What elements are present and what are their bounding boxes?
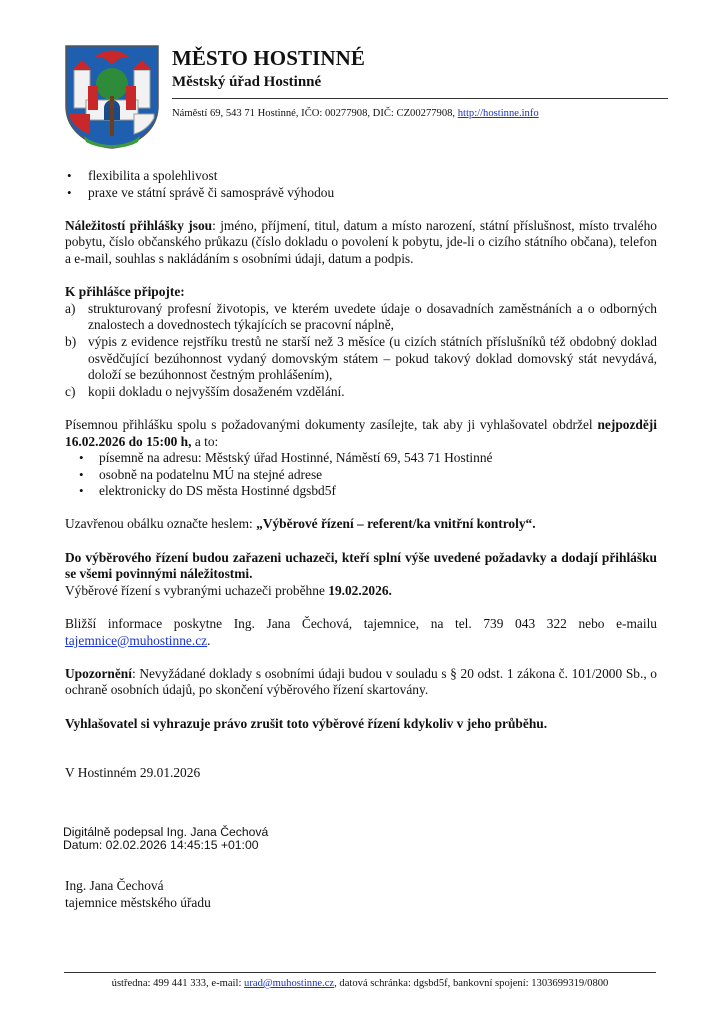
list-item: a) strukturovaný profesní životopis, ve kterém uvedete údaje o dosavadních zaměstnáních a o odborných znalostech a dovednostech týkajících se pracovní náplně, [65, 300, 657, 333]
inclusion-paragraph: Do výběrového řízení budou zařazeni uchazeči, kteří splní výše uvedené požadavky a dodají přihlášku se všemi povinnými náležitostmi. [65, 549, 657, 582]
reservation-paragraph: Vyhlašovatel si vyhrazuje právo zrušit toto výběrové řízení kdykoliv v jeho průběhu. [65, 715, 548, 731]
submission-methods-list [65, 450, 657, 500]
header-address [172, 108, 539, 119]
place-date: V Hostinném 29.01.2026 [65, 765, 201, 781]
list-item: • praxe ve státní správě či samosprávě výhodou [65, 185, 657, 202]
attachments-list [65, 301, 657, 401]
notice-label: Upozornění [65, 665, 132, 681]
office-subtitle: Městský úřad Hostinné [172, 74, 322, 90]
deadline: nejpozději 16.02.2026 do 15:00 h, [65, 416, 657, 449]
requirements-list [65, 168, 657, 201]
page-title: MĚSTO HOSTINNÉ [172, 46, 365, 70]
interview-paragraph: Výběrové řízení s vybranými uchazeči proběhne 19.02.2026. [65, 582, 392, 598]
list-item: • písemně na adresu: Městský úřad Hostinné, Náměstí 69, 543 71 Hostinné [65, 450, 657, 467]
digital-signature [63, 826, 268, 852]
signature-line: Digitálně podepsal Ing. Jana Čechová [63, 825, 269, 839]
list-item: • osobně na podatelnu MÚ na stejné adrese [65, 467, 657, 484]
list-item: c) kopii dokladu o nejvyšším dosaženém vzdělání. [65, 383, 345, 399]
signature-date: Datum: 02.02.2026 14:45:15 +01:00 [63, 838, 259, 852]
signer-name: Ing. Jana Čechová [65, 878, 164, 893]
list-item: • elektronicky do DS města Hostinné dgsbd5f [65, 483, 657, 500]
document-body [65, 168, 657, 782]
list-item: • flexibilita a spolehlivost [65, 168, 657, 185]
contact-email-link[interactable]: tajemnice@muhostinne.cz [65, 632, 208, 648]
notice-paragraph: Upozornění: Nevyžádané doklady s osobními údaji budou v souladu s § 20 odst. 1 zákona č. 101/2000 Sb., o ochraně osobních údajů, po skončení výběrového řízení skartovány. [65, 665, 657, 698]
signer-role: tajemnice městského úřadu [65, 894, 211, 910]
footer-email-link[interactable]: urad@muhostinne.cz [244, 978, 335, 989]
envelope-motto: „Výběrové řízení – referent/ka vnitřní kontroly“. [256, 516, 536, 532]
envelope-paragraph: Uzavřenou obálku označte heslem: „Výběrové řízení – referent/ka vnitřní kontroly“. [65, 516, 536, 532]
address-text: Náměstí 69, 543 71 Hostinné, IČO: 00277908, DIČ: CZ00277908, [172, 108, 458, 119]
coat-of-arms-icon [64, 44, 160, 150]
footer: ústředna: 499 441 333, e-mail: urad@muhostinne.cz, datová schránka: dgsbd5f, bankovní spojení: 1303699319/0800 [111, 978, 609, 989]
application-contents-label: Náležitostí přihlášky jsou [65, 217, 213, 233]
contact-paragraph: Bližší informace poskytne Ing. Jana Čechová, tajemnice, na tel. 739 043 322 nebo e-mailu tajemnice@muhostinne.cz. [65, 616, 657, 648]
footer-divider [64, 972, 656, 973]
website-link[interactable]: http://hostinne.info [457, 108, 539, 119]
interview-date: 19.02.2026. [328, 582, 392, 598]
submission-paragraph: Písemnou přihlášku spolu s požadovanými dokumenty zasílejte, tak aby ji vyhlašovatel obdržel nejpozději 16.02.2026 do 15:00 h, a to: [65, 416, 657, 449]
list-item: b) výpis z evidence rejstříku trestů ne starší než 3 měsíce (u cizích státních příslušníků též obdobný doklad osvědčující bezúhonnost vydaný domovským státem – pokud takový doklad domovský stát nevydává, doloží se bezúhonnost čestným prohlášením), [65, 333, 657, 383]
header-divider [172, 98, 668, 99]
signer-block [65, 878, 211, 911]
attachments-heading: K přihlášce připojte: [65, 284, 185, 300]
application-contents-paragraph: Náležitostí přihlášky jsou: jméno, příjmení, titul, datum a místo narození, státní příslušnost, místo trvalého pobytu, číslo občanského průkazu (číslo dokladu o povolení k pobytu, jde-li o cizího státního občana), telefon a e-mail, souhlas s nakládáním s osobními údaji, datum a podpis. [65, 217, 658, 266]
